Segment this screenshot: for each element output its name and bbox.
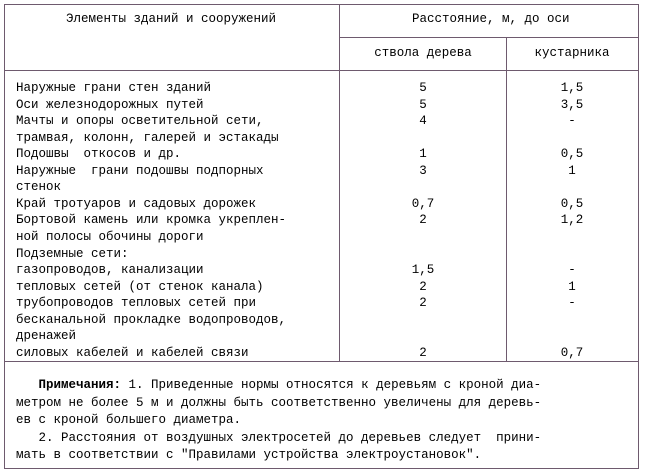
row-label: газопроводов, канализации — [16, 263, 204, 277]
row-shrub-value: 1 — [568, 164, 576, 178]
row-tree-value: 2 — [419, 296, 427, 310]
row-label: Подошвы откосов и др. — [16, 147, 182, 161]
row-shrub-value: - — [568, 263, 576, 277]
row-label: Наружные грани подошвы подпорных — [16, 164, 264, 178]
note-line-3: ев с кроной большего диаметра. — [16, 413, 242, 427]
notes-title: Примечания: — [38, 378, 122, 392]
row-tree-value: 1 — [419, 147, 427, 161]
row-tree-value: 0,7 — [411, 197, 435, 211]
row-label: силовых кабелей и кабелей связи — [16, 346, 249, 360]
row-label: дренажей — [16, 329, 77, 343]
row-tree-value: 2 — [419, 213, 427, 227]
header-elements: Элементы зданий и сооружений — [66, 12, 277, 26]
row-shrub-value: 1 — [568, 280, 576, 294]
note-line-1: Примечания: 1. Приведенные нормы относятся к деревьям с кроной диа- — [38, 378, 542, 392]
row-shrub-value: - — [568, 114, 576, 128]
row-label: Бортовой камень или кромка укреплен- — [16, 213, 287, 227]
row-label: Наружные грани стен зданий — [16, 81, 212, 95]
row-tree-value: 5 — [419, 81, 427, 95]
header-tree: ствола дерева — [374, 46, 472, 60]
header-distance: Расстояние, м, до оси — [412, 12, 570, 26]
row-label: тепловых сетей (от стенок канала) — [16, 280, 264, 294]
row-shrub-value: 3,5 — [560, 98, 584, 112]
note-line-5: мать в соответствии с "Правилами устройства электроустановок". — [16, 448, 482, 462]
row-label: Мачты и опоры осветительной сети, — [16, 114, 264, 128]
header-bottom-line — [4, 70, 639, 71]
row-tree-value: 4 — [419, 114, 427, 128]
row-label: трубопроводов тепловых сетей при — [16, 296, 257, 310]
note-line-4: 2. Расстояния от воздушных электросетей до деревьев следует прини- — [16, 431, 542, 445]
row-tree-value: 5 — [419, 98, 427, 112]
row-shrub-value: 0,5 — [560, 147, 584, 161]
header-subdivider — [339, 37, 639, 38]
row-shrub-value: 0,5 — [560, 197, 584, 211]
row-label: трамвая, колонн, галерей и эстакады — [16, 131, 279, 145]
header-shrub: кустарника — [534, 46, 610, 60]
row-label: бесканальной прокладке водопроводов, — [16, 313, 287, 327]
row-tree-value: 2 — [419, 346, 427, 360]
table-bottom-line — [4, 361, 639, 362]
row-tree-value: 1,5 — [411, 263, 435, 277]
row-shrub-value: 0,7 — [560, 346, 584, 360]
row-label: стенок — [16, 180, 62, 194]
row-label: Оси железнодорожных путей — [16, 98, 204, 112]
row-shrub-value: - — [568, 296, 576, 310]
row-shrub-value: 1,2 — [560, 213, 584, 227]
row-tree-value: 2 — [419, 280, 427, 294]
row-label: ной полосы обочины дороги — [16, 230, 204, 244]
row-label: Край тротуаров и садовых дорожек — [16, 197, 257, 211]
row-label: Подземные сети: — [16, 247, 129, 261]
row-shrub-value: 1,5 — [560, 81, 584, 95]
row-tree-value: 3 — [419, 164, 427, 178]
note-line-2: метром не более 5 м и должны быть соответственно увеличены для деревь- — [16, 396, 542, 410]
